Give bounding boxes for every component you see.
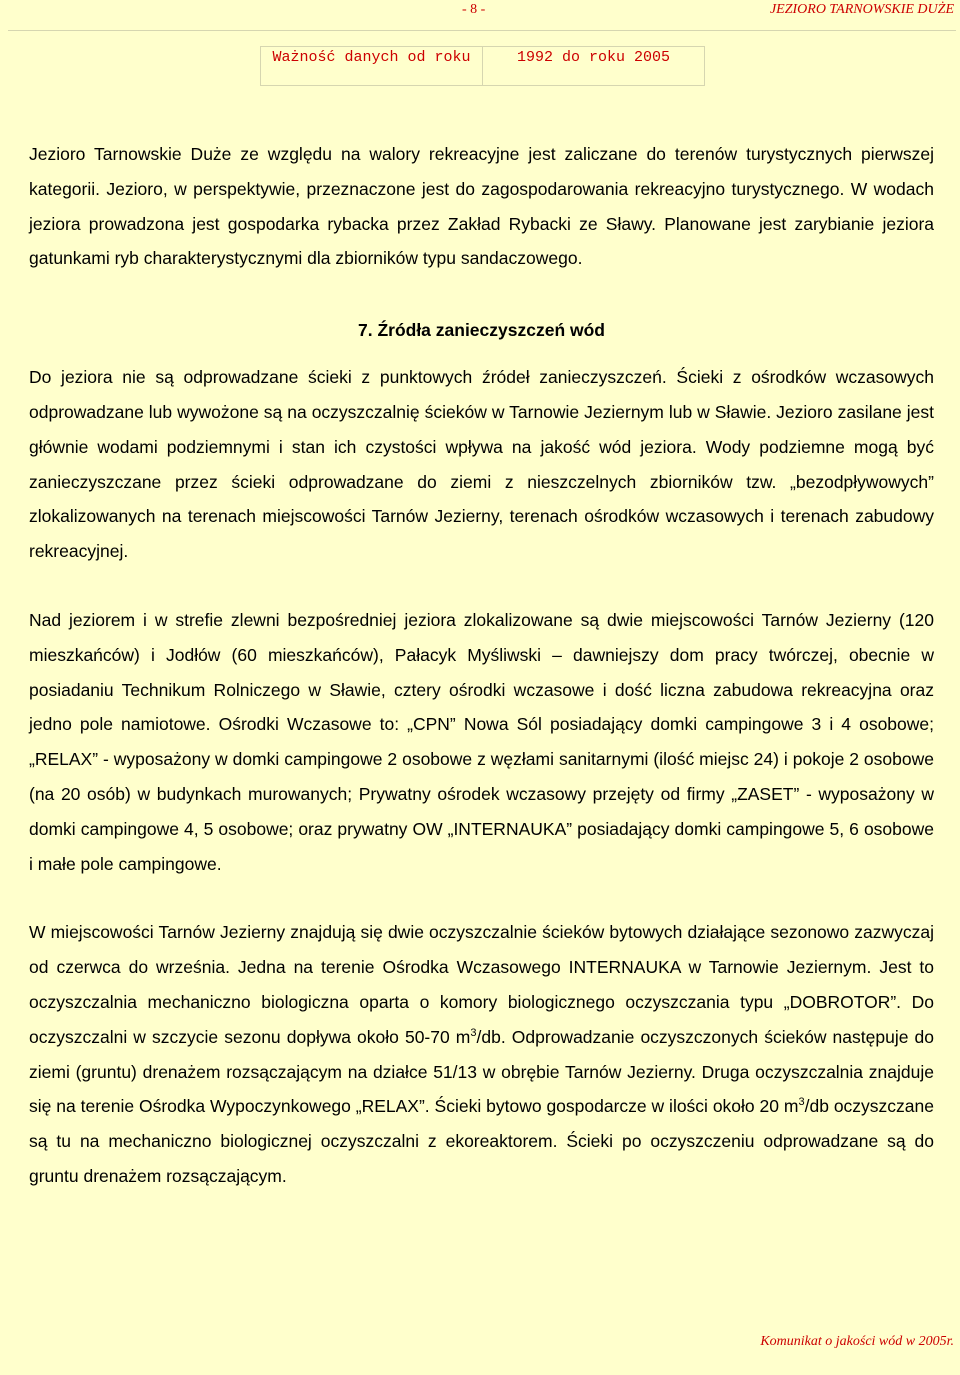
document-header-title: JEZIORO TARNOWSKIE DUŻE [769,2,954,17]
paragraph-recreation: Jezioro Tarnowskie Duże ze względu na walory rekreacyjne jest zaliczane do terenów turystycznych pierwszej kategorii. Jezioro, w perspektywie, przeznaczone jest do zagospodarowania rekreacyjno turystycznego. W wodach jeziora prowadzona jest gospodarka rybacka przez Zakład Rybacki ze Sławy. Planowane jest zarybianie jeziora gatunkami ryb charakterystycznymi dla zbiorników typu sandaczowego. [29,144,934,269]
paragraph-treatment-plants [29,915,934,1193]
treatment-text-1: W miejscowości Tarnów Jezierny znajdują się dwie oczyszczalnie ścieków bytowych działające sezonowo zazwyczaj od czerwca do września. Jedna na terenie Ośrodka Wczasowego INTERNAUKA w Tarnowie Jeziernym. Jest to oczyszczalnia mechaniczno biologiczna oparta o komory biologicznego oczyszczania typu „DOBROTOR”. Do oczyszczalni w szczycie sezonu dopływa około 50-70 m [29,922,934,1047]
paragraph-settlements: Nad jeziorem i w strefie zlewni bezpośredniej jeziora zlokalizowane są dwie miejscowości Tarnów Jezierny (120 mieszkańców) i Jodłów (60 mieszkańców), Pałacyk Myśliwski – dawniejszy dom pracy twórczej, obecnie w posiadaniu Technikum Rolniczego w Sławie, cztery ośrodki wczasowe i dość liczna zabudowa rekreacyjna oraz jedno pole namiotowe. Ośrodki Wczasowe to: „CPN” Nowa Sól posiadający domki campingowe 3 i 4 osobowe; „RELAX” - wyposażony w domki campingowe 2 osobowe z węzłami sanitarnymi (ilość miejsc 24) i pokoje 2 osobowe (na 20 osób) w budynkach murowanych; Prywatny ośrodek wczasowy przejęty od firmy „ZASET” - wyposażony w domki campingowe 4, 5 osobowe; oraz prywatny OW „INTERNAUKA” posiadający domki campingowe 5, 6 osobowe i małe pole campingowe. [29,609,934,874]
treatment-text-2: /db. Odprowadzanie oczyszczonych ścieków następuje do ziemi (gruntu) drenażem rozsączającym na działce 51/13 w obrębie Tarnów Jezierny. Druga oczyszczalnia znajduje się na terenie Ośrodka Wypoczynkowego „RELAX”. Ścieki bytowo gospodarcze w ilości około 20 m [29,1026,934,1117]
data-validity-table [260,46,705,86]
superscript-cubic-2: 3 [798,1096,805,1109]
page-number: - 8 - [462,2,486,17]
superscript-cubic-1: 3 [470,1026,477,1039]
header-divider [8,30,956,31]
document-footer: Komunikat o jakości wód w 2005r. [760,1334,954,1349]
document-body [29,137,934,1194]
section-heading-pollution-sources: 7. Źródła zanieczyszczeń wód [357,320,606,341]
treatment-text-3: /db oczyszczane są tu na mechaniczno biologicznej oczyszczalni z ekoreaktorem. Ścieki po oczyszczeniu odprowadzane są do gruntu drenażem rozsączającym. [29,1096,934,1186]
validity-label: Ważność danych od roku [272,49,471,66]
validity-value: 1992 do roku 2005 [482,47,704,85]
paragraph-pollution-sources: Do jeziora nie są odprowadzane ścieki z punktowych źródeł zanieczyszczeń. Ścieki z ośrodków wczasowych odprowadzane lub wywożone są na oczyszczalnię ścieków w Tarnowie Jeziernym lub w Sławie. Jezioro zasilane jest głównie wodami podziemnymi i stan ich czystości wpływa na jakość wód jeziora. Wody podziemne mogą być zanieczyszczane przez ścieki odprowadzane do ziemi z nieszczelnych zbiorników tzw. „bezodpływowych” zlokalizowanych na terenach miejscowości Tarnów Jezierny, terenach ośrodków wczasowych i terenach zabudowy rekreacyjnej. [29,367,934,562]
